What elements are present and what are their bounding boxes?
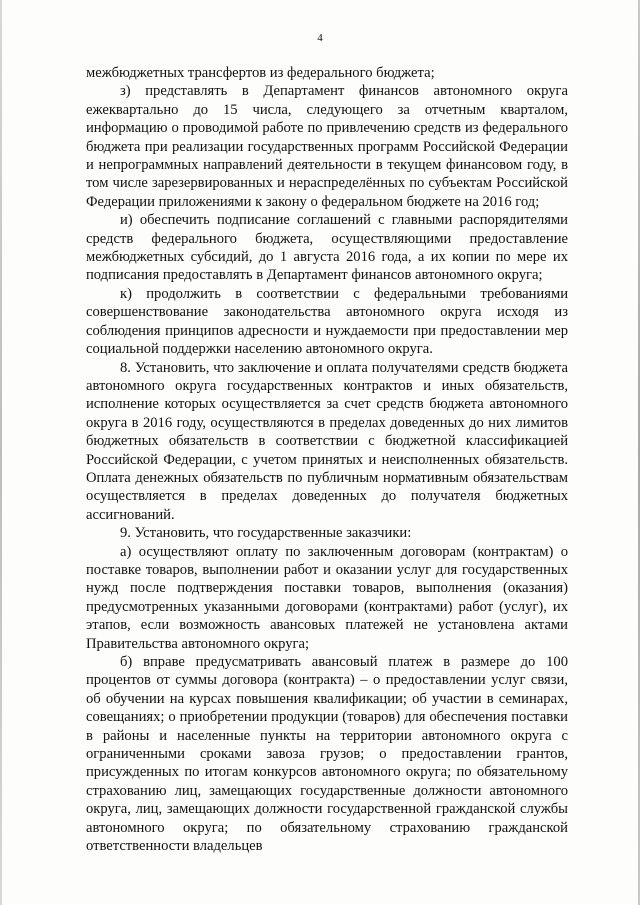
paragraph: межбюджетных трансфертов из федерального бюджета;	[86, 65, 435, 81]
paragraph: б) вправе предусматривать авансовый платеж в размере до 100 процентов от суммы договора (контракта) – о предоставлении услуг связи, об обучении на курсах повышения квалификации; об участии в семинарах, совещаниях; о приобретении продукции (товаров) для обеспечения поставки в районы и населенные пункты на территории автономного округа с ограниченными сроками завоза грузов; о предоставлении грантов, присужденных по итогам конкурсов автономного округа; по обязательному страхованию лиц, замещающих государственные должности автономного округа, лиц, замещающих должности государственной гражданской службы автономного округа; по обязательному страхованию гражданской ответственности владельцев	[86, 654, 568, 855]
scan-edge-left	[0, 0, 2, 905]
paragraph: и) обеспечить подписание соглашений с главными распорядителями средств федерального бюджета, осуществляющими предоставление межбюджетных субсидий, до 1 августа 2016 года, а их копии по мере их подписания предоставлять в Департамент финансов автономного округа;	[86, 212, 568, 284]
document-body	[86, 64, 568, 855]
paragraph: а) осуществляют оплату по заключенным договорам (контрактам) о поставке товаров, выполнении работ и оказании услуг для государственных нужд после подтверждения поставки товаров, выполнения (оказания) предусмотренных указанными договорами (контрактами) работ (услуг), их этапов, если возможность авансовых платежей не установлена актами Правительства автономного округа;	[86, 543, 568, 652]
paragraph: з) представлять в Департамент финансов автономного округа ежеквартально до 15 числа, следующего за отчетным кварталом, информацию о проводимой работе по привлечению средств из федерального бюджета при реализации государственных программ Российской Федерации и непрограммных направлений деятельности в текущем финансовом году, в том числе зарезервированных и нераспределённых по субъектам Российской Федерации приложениями к закону о федеральном бюджете на 2016 год;	[86, 83, 568, 210]
page-number: 4	[317, 32, 323, 44]
paragraph: 8. Установить, что заключение и оплата получателями средств бюджета автономного округа государственных контрактов и иных обязательств, исполнение которых осуществляется за счет средств бюджета автономного округа в 2016 году, осуществляются в пределах доведенных до них лимитов бюджетных обязательств в соответствии с бюджетной классификацией Российской Федерации, с учетом принятых и неисполненных обязательств. Оплата денежных обязательств по публичным нормативным обязательствам осуществляется в пределах доведенных до получателя бюджетных ассигнований.	[86, 359, 568, 523]
paragraph: к) продолжить в соответствии с федеральными требованиями совершенствование законодательства автономного округа исходя из соблюдения принципов адресности и нуждаемости при предоставлении мер социальной поддержки населению автономного округа.	[86, 285, 568, 358]
paragraph: 9. Установить, что государственные заказчики:	[120, 525, 412, 542]
